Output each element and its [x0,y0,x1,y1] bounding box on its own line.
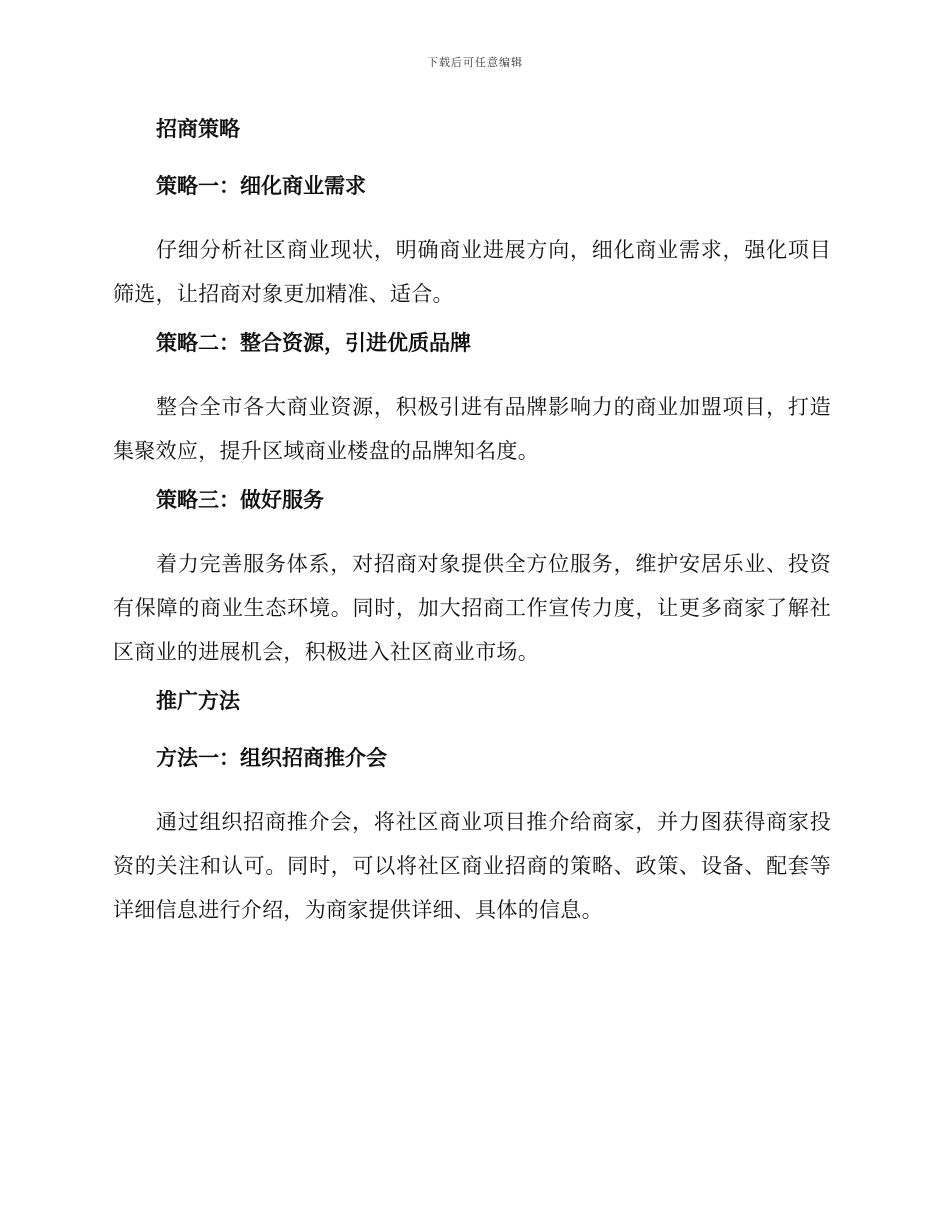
header-note: 下载后可任意编辑 [427,56,523,69]
section-title-promotion: 推广方法 [156,689,240,713]
strategy-3-title: 策略三：做好服务 [156,488,324,512]
strategy-2-title: 策略二：整合资源，引进优质品牌 [156,331,471,355]
strategy-3-paragraph: 着力完善服务体系，对招商对象提供全方位服务，维护安居乐业、投资有保障的商业生态环境。同时，加大招商工作宣传力度，让更多商家了解社区商业的进展机会，积极进入社区商业市场。 [113,552,831,664]
strategy-2-paragraph: 整合全市各大商业资源，积极引进有品牌影响力的商业加盟项目，打造集聚效应，提升区域商业楼盘的品牌知名度。 [113,395,831,463]
method-1-paragraph: 通过组织招商推介会，将社区商业项目推介给商家，并力图获得商家投资的关注和认可。同时，可以将社区商业招商的策略、政策、设备、配套等详细信息进行介绍，为商家提供详细、具体的信息。 [113,810,831,922]
strategy-1-title: 策略一：细化商业需求 [156,174,366,198]
section-title-strategy: 招商策略 [156,117,240,141]
strategy-1-paragraph: 仔细分析社区商业现状，明确商业进展方向，细化商业需求，强化项目筛选，让招商对象更加精准、适合。 [113,238,831,306]
method-1-title: 方法一：组织招商推介会 [156,746,387,770]
document-body [113,104,831,944]
